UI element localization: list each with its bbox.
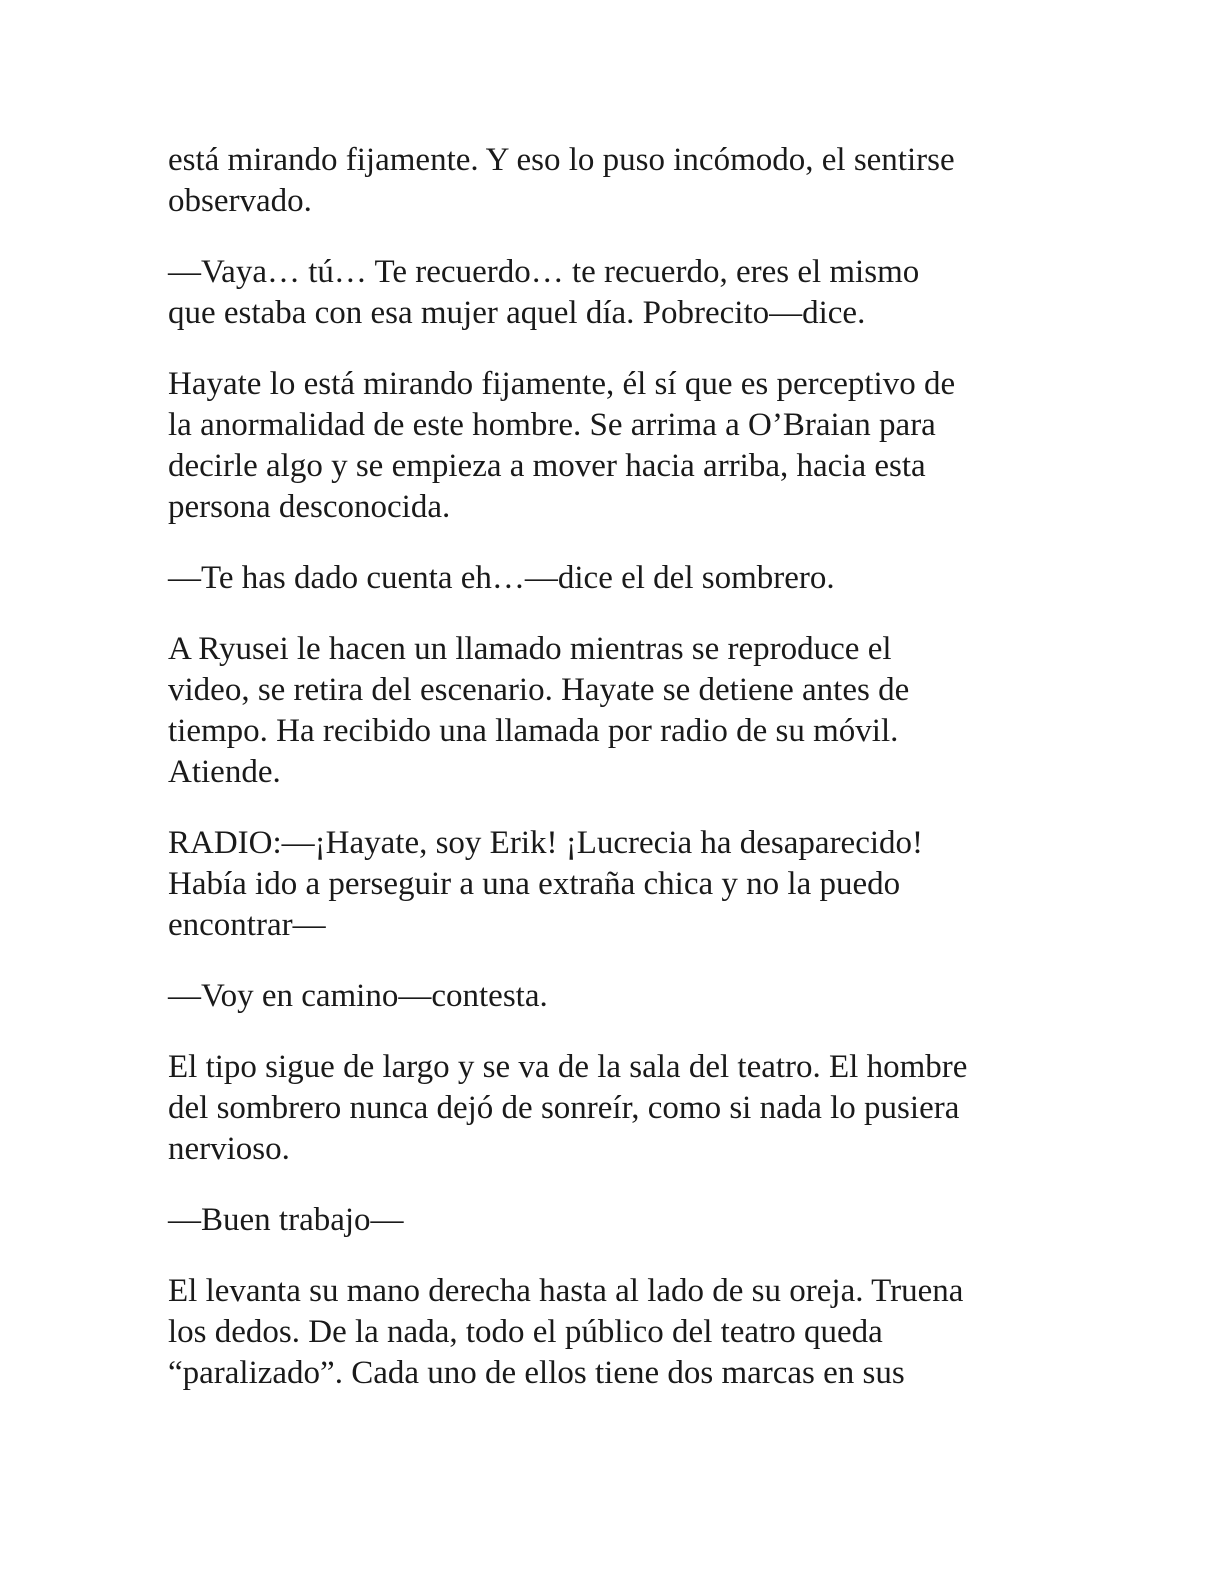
paragraph	[168, 629, 1048, 793]
paragraph	[168, 140, 1048, 222]
text-line: —Voy en camino—contesta.	[168, 978, 548, 1014]
text-line: El levanta su mano derecha hasta al lado de su oreja. Truena	[168, 1273, 964, 1309]
text-line: El tipo sigue de largo y se va de la sala del teatro. El hombre	[168, 1049, 968, 1085]
text-line: observado.	[168, 183, 312, 219]
text-line: persona desconocida.	[168, 489, 451, 525]
text-line: video, se retira del escenario. Hayate se detiene antes de	[168, 672, 910, 708]
text-line: está mirando fijamente. Y eso lo puso incómodo, el sentirse	[168, 142, 955, 178]
document-page	[168, 140, 1048, 1424]
paragraph	[168, 976, 1048, 1017]
text-line: la anormalidad de este hombre. Se arrima a O’Braian para	[168, 407, 936, 443]
paragraph	[168, 364, 1048, 528]
text-line: A Ryusei le hacen un llamado mientras se reproduce el	[168, 631, 892, 667]
text-line: encontrar—	[168, 907, 326, 943]
paragraph	[168, 1200, 1048, 1241]
text-line: tiempo. Ha recibido una llamada por radio de su móvil.	[168, 713, 899, 749]
text-line: RADIO:—¡Hayate, soy Erik! ¡Lucrecia ha desaparecido!	[168, 825, 924, 861]
text-line: Había ido a perseguir a una extraña chica y no la puedo	[168, 866, 901, 902]
text-line: Atiende.	[168, 754, 281, 790]
text-line: —Vaya… tú… Te recuerdo… te recuerdo, eres el mismo	[168, 254, 920, 290]
text-line: decirle algo y se empieza a mover hacia arriba, hacia esta	[168, 448, 926, 484]
text-line: del sombrero nunca dejó de sonreír, como si nada lo pusiera	[168, 1090, 960, 1126]
text-line: “paralizado”. Cada uno de ellos tiene dos marcas en sus	[168, 1355, 905, 1391]
paragraph	[168, 252, 1048, 334]
paragraph	[168, 823, 1048, 946]
text-line: los dedos. De la nada, todo el público del teatro queda	[168, 1314, 883, 1350]
text-line: Hayate lo está mirando fijamente, él sí que es perceptivo de	[168, 366, 956, 402]
paragraph	[168, 558, 1048, 599]
paragraph	[168, 1047, 1048, 1170]
text-line: —Buen trabajo—	[168, 1202, 404, 1238]
text-line: que estaba con esa mujer aquel día. Pobrecito—dice.	[168, 295, 866, 331]
paragraph	[168, 1271, 1048, 1394]
text-line: —Te has dado cuenta eh…—dice el del sombrero.	[168, 560, 835, 596]
text-line: nervioso.	[168, 1131, 290, 1167]
